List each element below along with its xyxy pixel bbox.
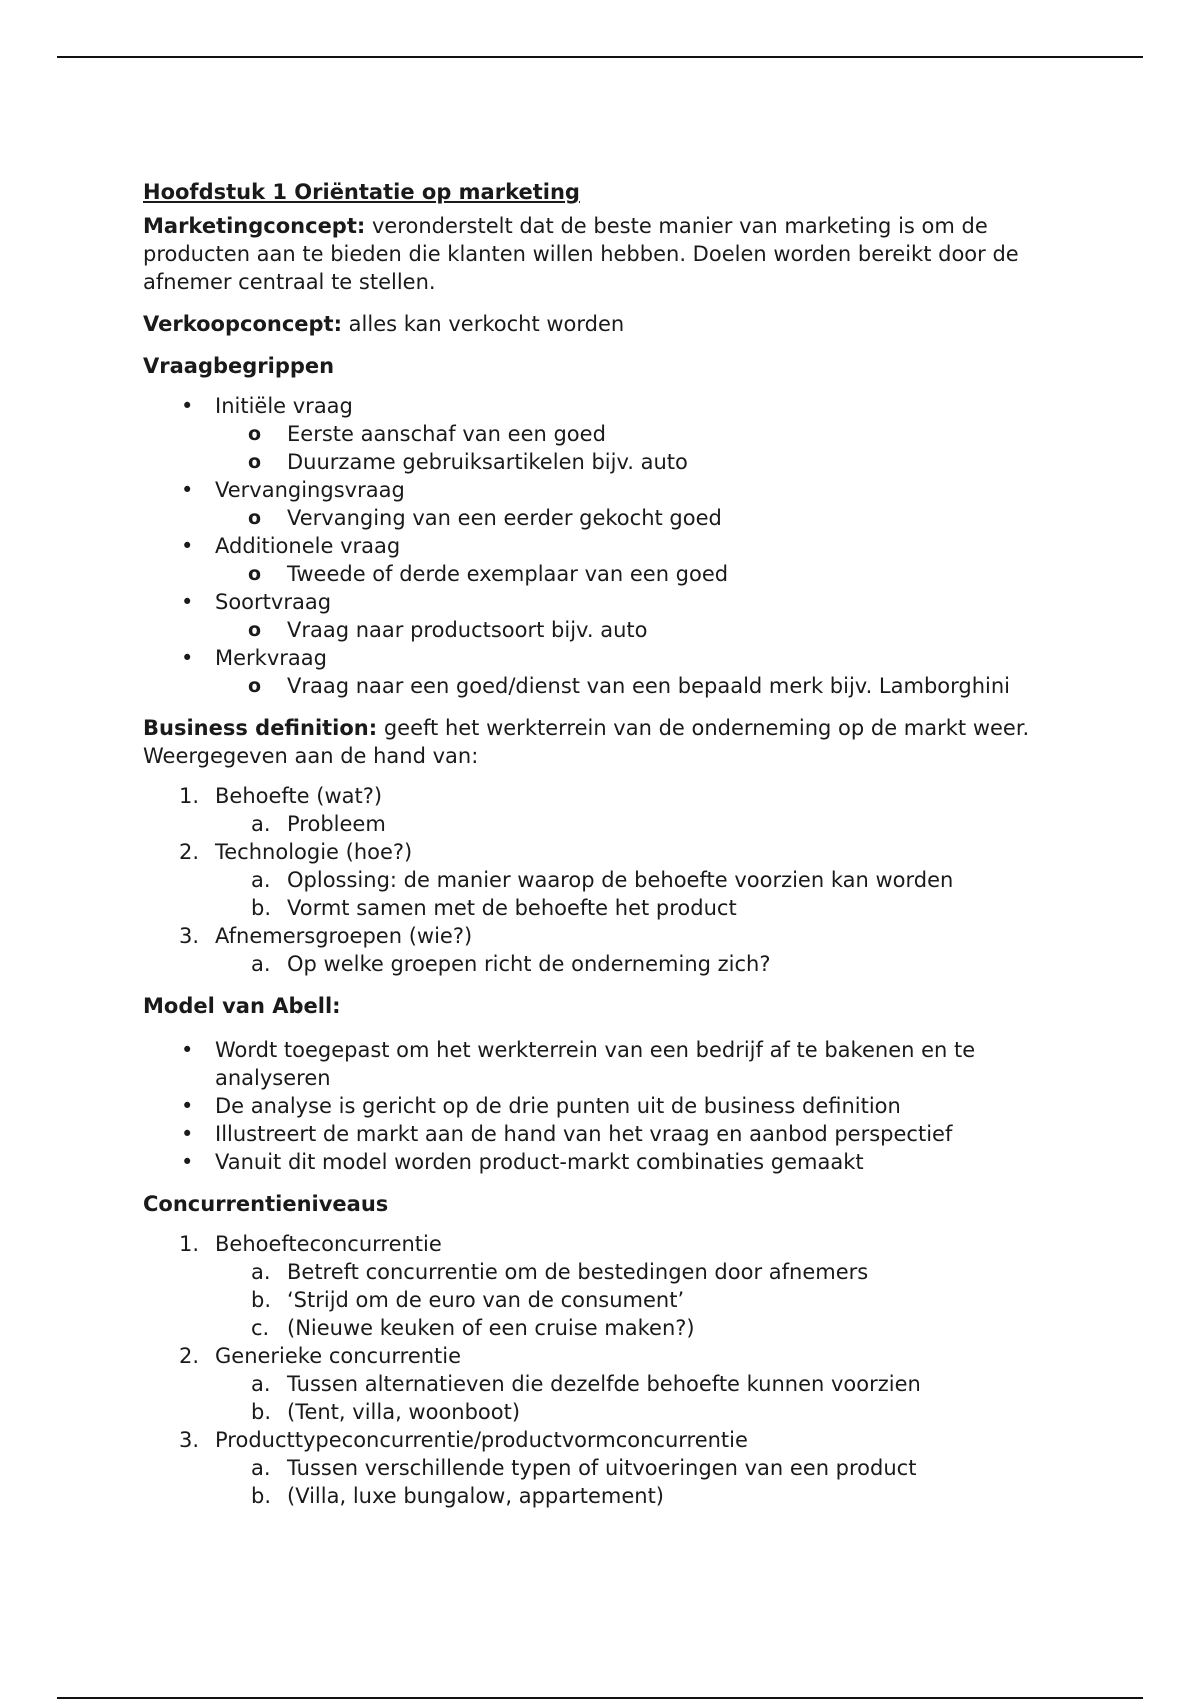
lettered-item: [215, 894, 1083, 922]
lettered-item: [215, 1314, 1083, 1342]
list-item-label: Soortvraag: [215, 590, 332, 614]
item-number: 3.: [179, 924, 200, 948]
vraagbegrippen-list: [143, 392, 1083, 700]
verkoopconcept-term: Verkoopconcept:: [143, 312, 342, 336]
sub-list-item: [215, 560, 1083, 588]
lettered-item-text: (Villa, luxe bungalow, appartement): [287, 1484, 664, 1508]
item-letter: a.: [251, 952, 271, 976]
abell-heading: Model van Abell:: [143, 994, 341, 1018]
numbered-item: [143, 1426, 1083, 1454]
sub-list-item-text: Tweede of derde exemplaar van een goed: [287, 562, 729, 586]
numbered-item-label: Technologie (hoe?): [215, 840, 413, 864]
sub-list-item: [215, 504, 1083, 532]
chapter-title: Hoofdstuk 1 Oriëntatie op marketing: [143, 180, 580, 204]
sub-bullet-marker: o: [248, 451, 262, 473]
sub-list-item: [215, 420, 1083, 448]
bullet-marker: •: [181, 590, 194, 614]
lettered-item: [215, 1370, 1083, 1398]
list-item: [143, 1120, 1083, 1148]
sub-list-item: [215, 448, 1083, 476]
list-item-label: Vervangingsvraag: [215, 478, 405, 502]
item-number: 3.: [179, 1428, 200, 1452]
list-item: [143, 532, 1083, 560]
footer-rule: [57, 1697, 1143, 1699]
item-number: 1.: [179, 1232, 200, 1256]
numbered-item-label: Afnemersgroepen (wie?): [215, 924, 473, 948]
item-letter: c.: [251, 1316, 270, 1340]
lettered-item: [215, 866, 1083, 894]
sub-bullet-marker: o: [248, 423, 262, 445]
numbered-item: [143, 782, 1083, 810]
lettered-item: [215, 950, 1083, 978]
business-definition-term: Business definition:: [143, 716, 378, 740]
lettered-item: [215, 1286, 1083, 1314]
lettered-item-text: Op welke groepen richt de onderneming zich?: [287, 952, 771, 976]
list-item-label: Additionele vraag: [215, 534, 401, 558]
item-letter: b.: [251, 1484, 272, 1508]
marketingconcept-paragraph: [143, 212, 1083, 296]
vraagbegrippen-heading: Vraagbegrippen: [143, 354, 335, 378]
bullet-marker: •: [181, 394, 194, 418]
list-item-text: Illustreert de markt aan de hand van het vraag en aanbod perspectief: [215, 1122, 953, 1146]
item-number: 2.: [179, 1344, 200, 1368]
list-item-text: Vanuit dit model worden product-markt combinaties gemaakt: [215, 1150, 864, 1174]
lettered-item-text: Oplossing: de manier waarop de behoefte voorzien kan worden: [287, 868, 954, 892]
lettered-item-text: Tussen alternatieven die dezelfde behoefte kunnen voorzien: [287, 1372, 921, 1396]
numbered-item-label: Generieke concurrentie: [215, 1344, 462, 1368]
verkoopconcept-text: alles kan verkocht worden: [341, 312, 625, 336]
list-item-label: Merkvraag: [215, 646, 327, 670]
numbered-item: [143, 838, 1083, 866]
header-rule: [57, 56, 1143, 58]
lettered-item-text: Betreft concurrentie om de bestedingen door afnemers: [287, 1260, 869, 1284]
list-item: [143, 1036, 1083, 1092]
item-letter: a.: [251, 812, 271, 836]
marketingconcept-term: Marketingconcept:: [143, 214, 366, 238]
numbered-item-label: Behoefteconcurrentie: [215, 1232, 442, 1256]
lettered-item-text: Tussen verschillende typen of uitvoeringen van een product: [287, 1456, 917, 1480]
bullet-marker: •: [181, 1038, 194, 1062]
numbered-item-label: Producttypeconcurrentie/productvormconcurrentie: [215, 1428, 748, 1452]
item-letter: a.: [251, 1260, 271, 1284]
item-letter: b.: [251, 1400, 272, 1424]
numbered-item: [143, 1230, 1083, 1258]
item-letter: a.: [251, 1372, 271, 1396]
bullet-marker: •: [181, 478, 194, 502]
list-item: [143, 1092, 1083, 1120]
document-page: [143, 178, 1083, 1524]
sub-list-item-text: Vraag naar een goed/dienst van een bepaald merk bijv. Lamborghini: [287, 674, 1011, 698]
abell-list: [143, 1036, 1083, 1176]
concurrentie-heading: Concurrentieniveaus: [143, 1192, 389, 1216]
lettered-item: [215, 1482, 1083, 1510]
numbered-item: [143, 922, 1083, 950]
bullet-marker: •: [181, 534, 194, 558]
item-number: 1.: [179, 784, 200, 808]
item-letter: a.: [251, 1456, 271, 1480]
sub-list-item: [215, 672, 1083, 700]
item-number: 2.: [179, 840, 200, 864]
bullet-marker: •: [181, 1122, 194, 1146]
lettered-item: [215, 810, 1083, 838]
bullet-marker: •: [181, 1150, 194, 1174]
sub-bullet-marker: o: [248, 507, 262, 529]
item-letter: a.: [251, 868, 271, 892]
list-item-text: De analyse is gericht op de drie punten uit de business definition: [215, 1094, 901, 1118]
sub-bullet-marker: o: [248, 563, 262, 585]
numbered-item: [143, 1342, 1083, 1370]
sub-list-item: [215, 616, 1083, 644]
lettered-item: [215, 1454, 1083, 1482]
business-definition-paragraph: [143, 714, 1083, 770]
list-item: [143, 588, 1083, 616]
lettered-item-text: ‘Strijd om de euro van de consument’: [287, 1288, 685, 1312]
lettered-item-text: (Nieuwe keuken of een cruise maken?): [287, 1316, 695, 1340]
lettered-item-text: Vormt samen met de behoefte het product: [287, 896, 737, 920]
list-item-label: Initiële vraag: [215, 394, 353, 418]
numbered-item-label: Behoefte (wat?): [215, 784, 383, 808]
bullet-marker: •: [181, 1094, 194, 1118]
business-definition-text: geeft het werkterrein van de onderneming op de markt weer. Weergegeven aan de hand van:: [143, 716, 1030, 768]
lettered-item-text: (Tent, villa, woonboot): [287, 1400, 521, 1424]
list-item: [143, 1148, 1083, 1176]
sub-bullet-marker: o: [248, 619, 262, 641]
list-item: [143, 476, 1083, 504]
business-definition-list: [143, 782, 1083, 978]
sub-list-item-text: Vervanging van een eerder gekocht goed: [287, 506, 722, 530]
sub-list-item-text: Vraag naar productsoort bijv. auto: [287, 618, 648, 642]
marketingconcept-text: veronderstelt dat de beste manier van marketing is om de producten aan te bieden die klanten willen hebben. Doelen worden bereikt door de afnemer centraal te stellen.: [143, 214, 1019, 294]
sub-list-item-text: Duurzame gebruiksartikelen bijv. auto: [287, 450, 688, 474]
sub-bullet-marker: o: [248, 675, 262, 697]
item-letter: b.: [251, 896, 272, 920]
sub-list-item-text: Eerste aanschaf van een goed: [287, 422, 606, 446]
bullet-marker: •: [181, 646, 194, 670]
lettered-item: [215, 1258, 1083, 1286]
list-item-text: Wordt toegepast om het werkterrein van een bedrijf af te bakenen en te analyseren: [215, 1038, 976, 1090]
lettered-item-text: Probleem: [287, 812, 386, 836]
lettered-item: [215, 1398, 1083, 1426]
concurrentie-list: [143, 1230, 1083, 1510]
list-item: [143, 392, 1083, 420]
verkoopconcept-paragraph: [143, 310, 1083, 338]
item-letter: b.: [251, 1288, 272, 1312]
list-item: [143, 644, 1083, 672]
